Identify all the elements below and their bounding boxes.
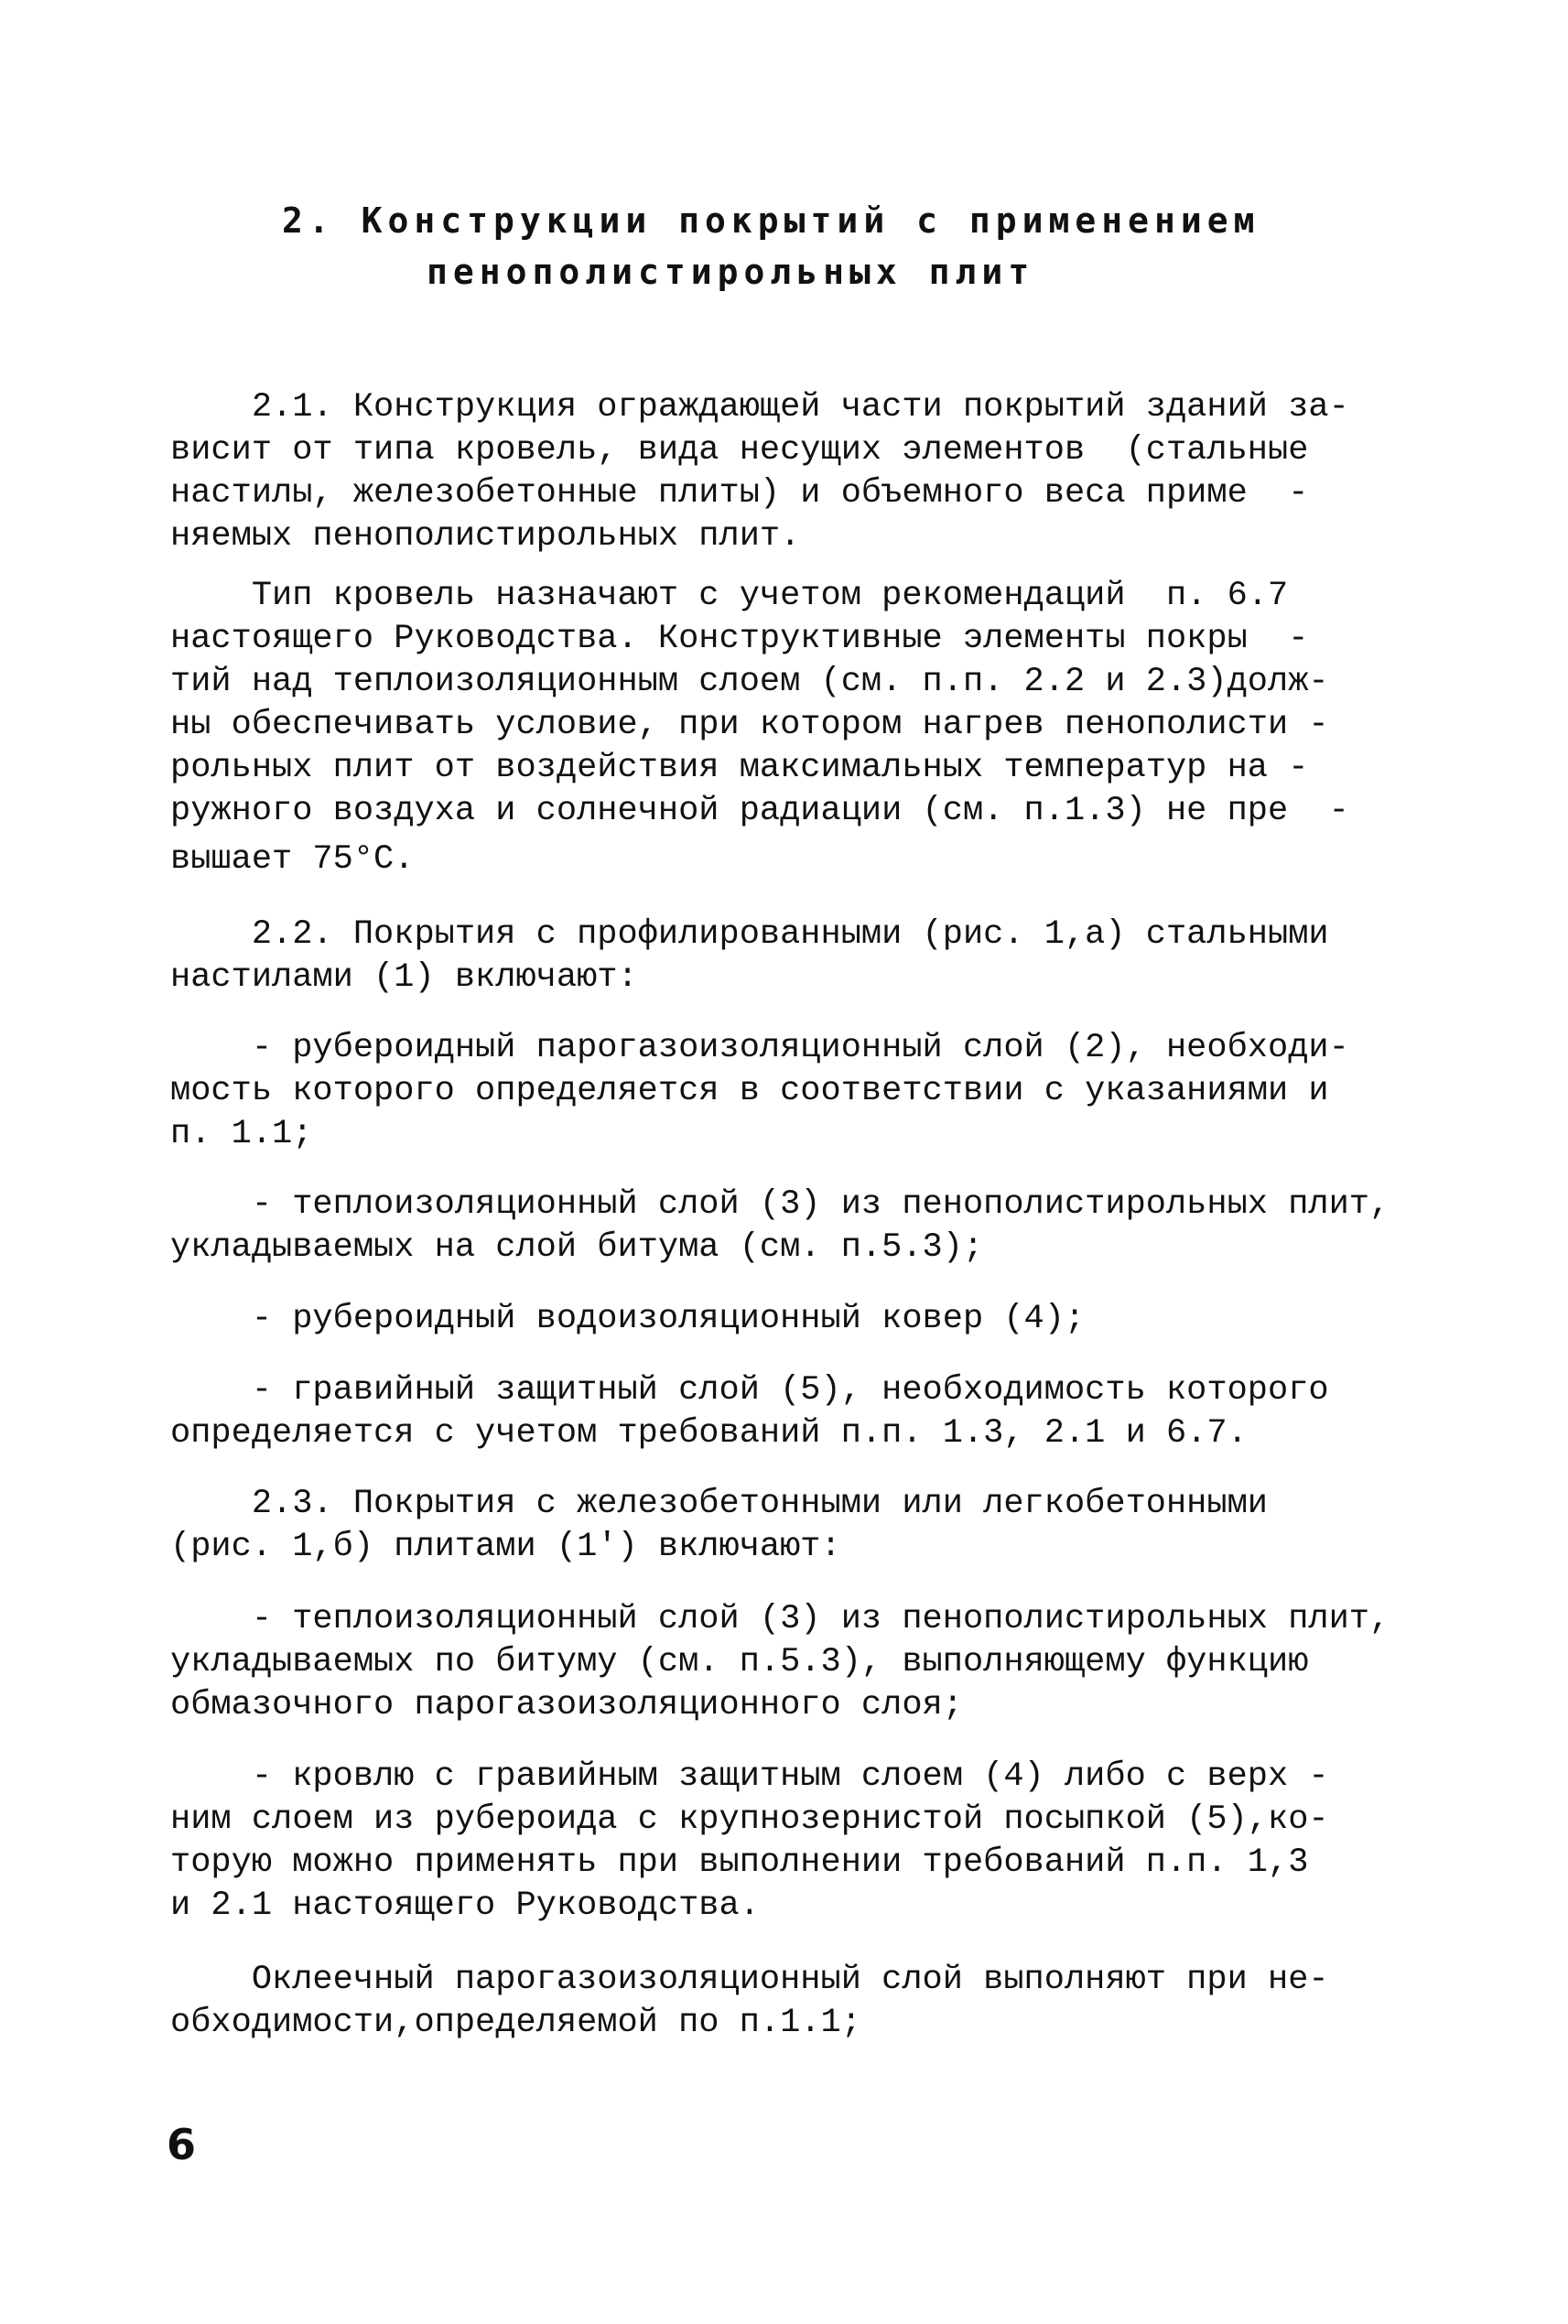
paragraph-2-1-line: настилы, железобетонные плиты) и объемного веса приме - — [170, 474, 1309, 513]
list-item-line: - рубероидный водоизоляционный ковер (4); — [170, 1300, 1086, 1338]
paragraph-2-1-line: няемых пенополистирольных плит. — [170, 517, 801, 556]
section-heading-line-1: 2. Конструкции покрытий с применением — [282, 200, 1260, 241]
list-item-line: ним слоем из рубероида с крупнозернистой посыпкой (5),ко- — [170, 1800, 1329, 1839]
list-item-line: и 2.1 настоящего Руководства. — [170, 1886, 760, 1925]
paragraph-roof-type-line: рольных плит от воздействия максимальных температур на - — [170, 749, 1309, 787]
paragraph-2-1-line: висит от типа кровель, вида несущих элементов (стальные — [170, 431, 1309, 470]
list-item-line: торую можно применять при выполнении требований п.п. 1,3 — [170, 1843, 1309, 1882]
list-item-line: п. 1.1; — [170, 1115, 313, 1153]
paragraph-roof-type-line: настоящего Руководства. Конструктивные элементы покры - — [170, 620, 1309, 658]
list-item-line: - теплоизоляционный слой (3) из пенополистирольных плит, — [170, 1600, 1390, 1638]
paragraph-2-3-line: 2.3. Покрытия с железобетонными или легкобетонными — [170, 1485, 1268, 1523]
section-heading-line-2: пенополистирольных плит — [427, 252, 1035, 292]
list-item-line: - рубероидный парогазоизоляционный слой (2), необходи- — [170, 1029, 1349, 1067]
list-item-line: - гравийный защитный слой (5), необходимость которого — [170, 1371, 1329, 1410]
paragraph-2-2-line: 2.2. Покрытия с профилированными (рис. 1,а) стальными — [170, 915, 1329, 954]
list-item-line: - кровлю с гравийным защитным слоем (4) либо с верх - — [170, 1757, 1329, 1796]
list-item-line: укладываемых по битуму (см. п.5.3), выполняющему функцию — [170, 1643, 1309, 1681]
list-item-line: мость которого определяется в соответствии с указаниями и — [170, 1072, 1329, 1110]
paragraph-roof-type-line: вышает 75°С. — [170, 840, 415, 879]
paragraph-roof-type-line: Тип кровель назначают с учетом рекомендаций п. 6.7 — [170, 577, 1289, 615]
paragraph-2-2-line: настилами (1) включают: — [170, 958, 638, 997]
paragraph-roof-type-line: тий над теплоизоляционным слоем (см. п.п. 2.2 и 2.3)долж- — [170, 663, 1329, 701]
list-item-line: определяется с учетом требований п.п. 1.3, 2.1 и 6.7. — [170, 1414, 1248, 1453]
paragraph-roof-type-line: ружного воздуха и солнечной радиации (см. п.1.3) не пре - — [170, 792, 1349, 830]
page-number: 6 — [167, 2120, 197, 2169]
paragraph-final-line: Оклеечный парогазоизоляционный слой выполняют при не- — [170, 1961, 1329, 1999]
list-item-line: - теплоизоляционный слой (3) из пенополистирольных плит, — [170, 1185, 1390, 1224]
list-item-line: обмазочного парогазоизоляционного слоя; — [170, 1686, 963, 1724]
paragraph-roof-type-line: ны обеспечивать условие, при котором нагрев пенополисти - — [170, 706, 1329, 744]
paragraph-2-3-line: (рис. 1,б) плитами (1′) включают: — [170, 1528, 841, 1566]
list-item-line: укладываемых на слой битума (см. п.5.3); — [170, 1228, 984, 1267]
paragraph-final-line: обходимости,определяемой по п.1.1; — [170, 2004, 861, 2042]
paragraph-2-1-line: 2.1. Конструкция ограждающей части покрытий зданий за- — [170, 388, 1349, 427]
